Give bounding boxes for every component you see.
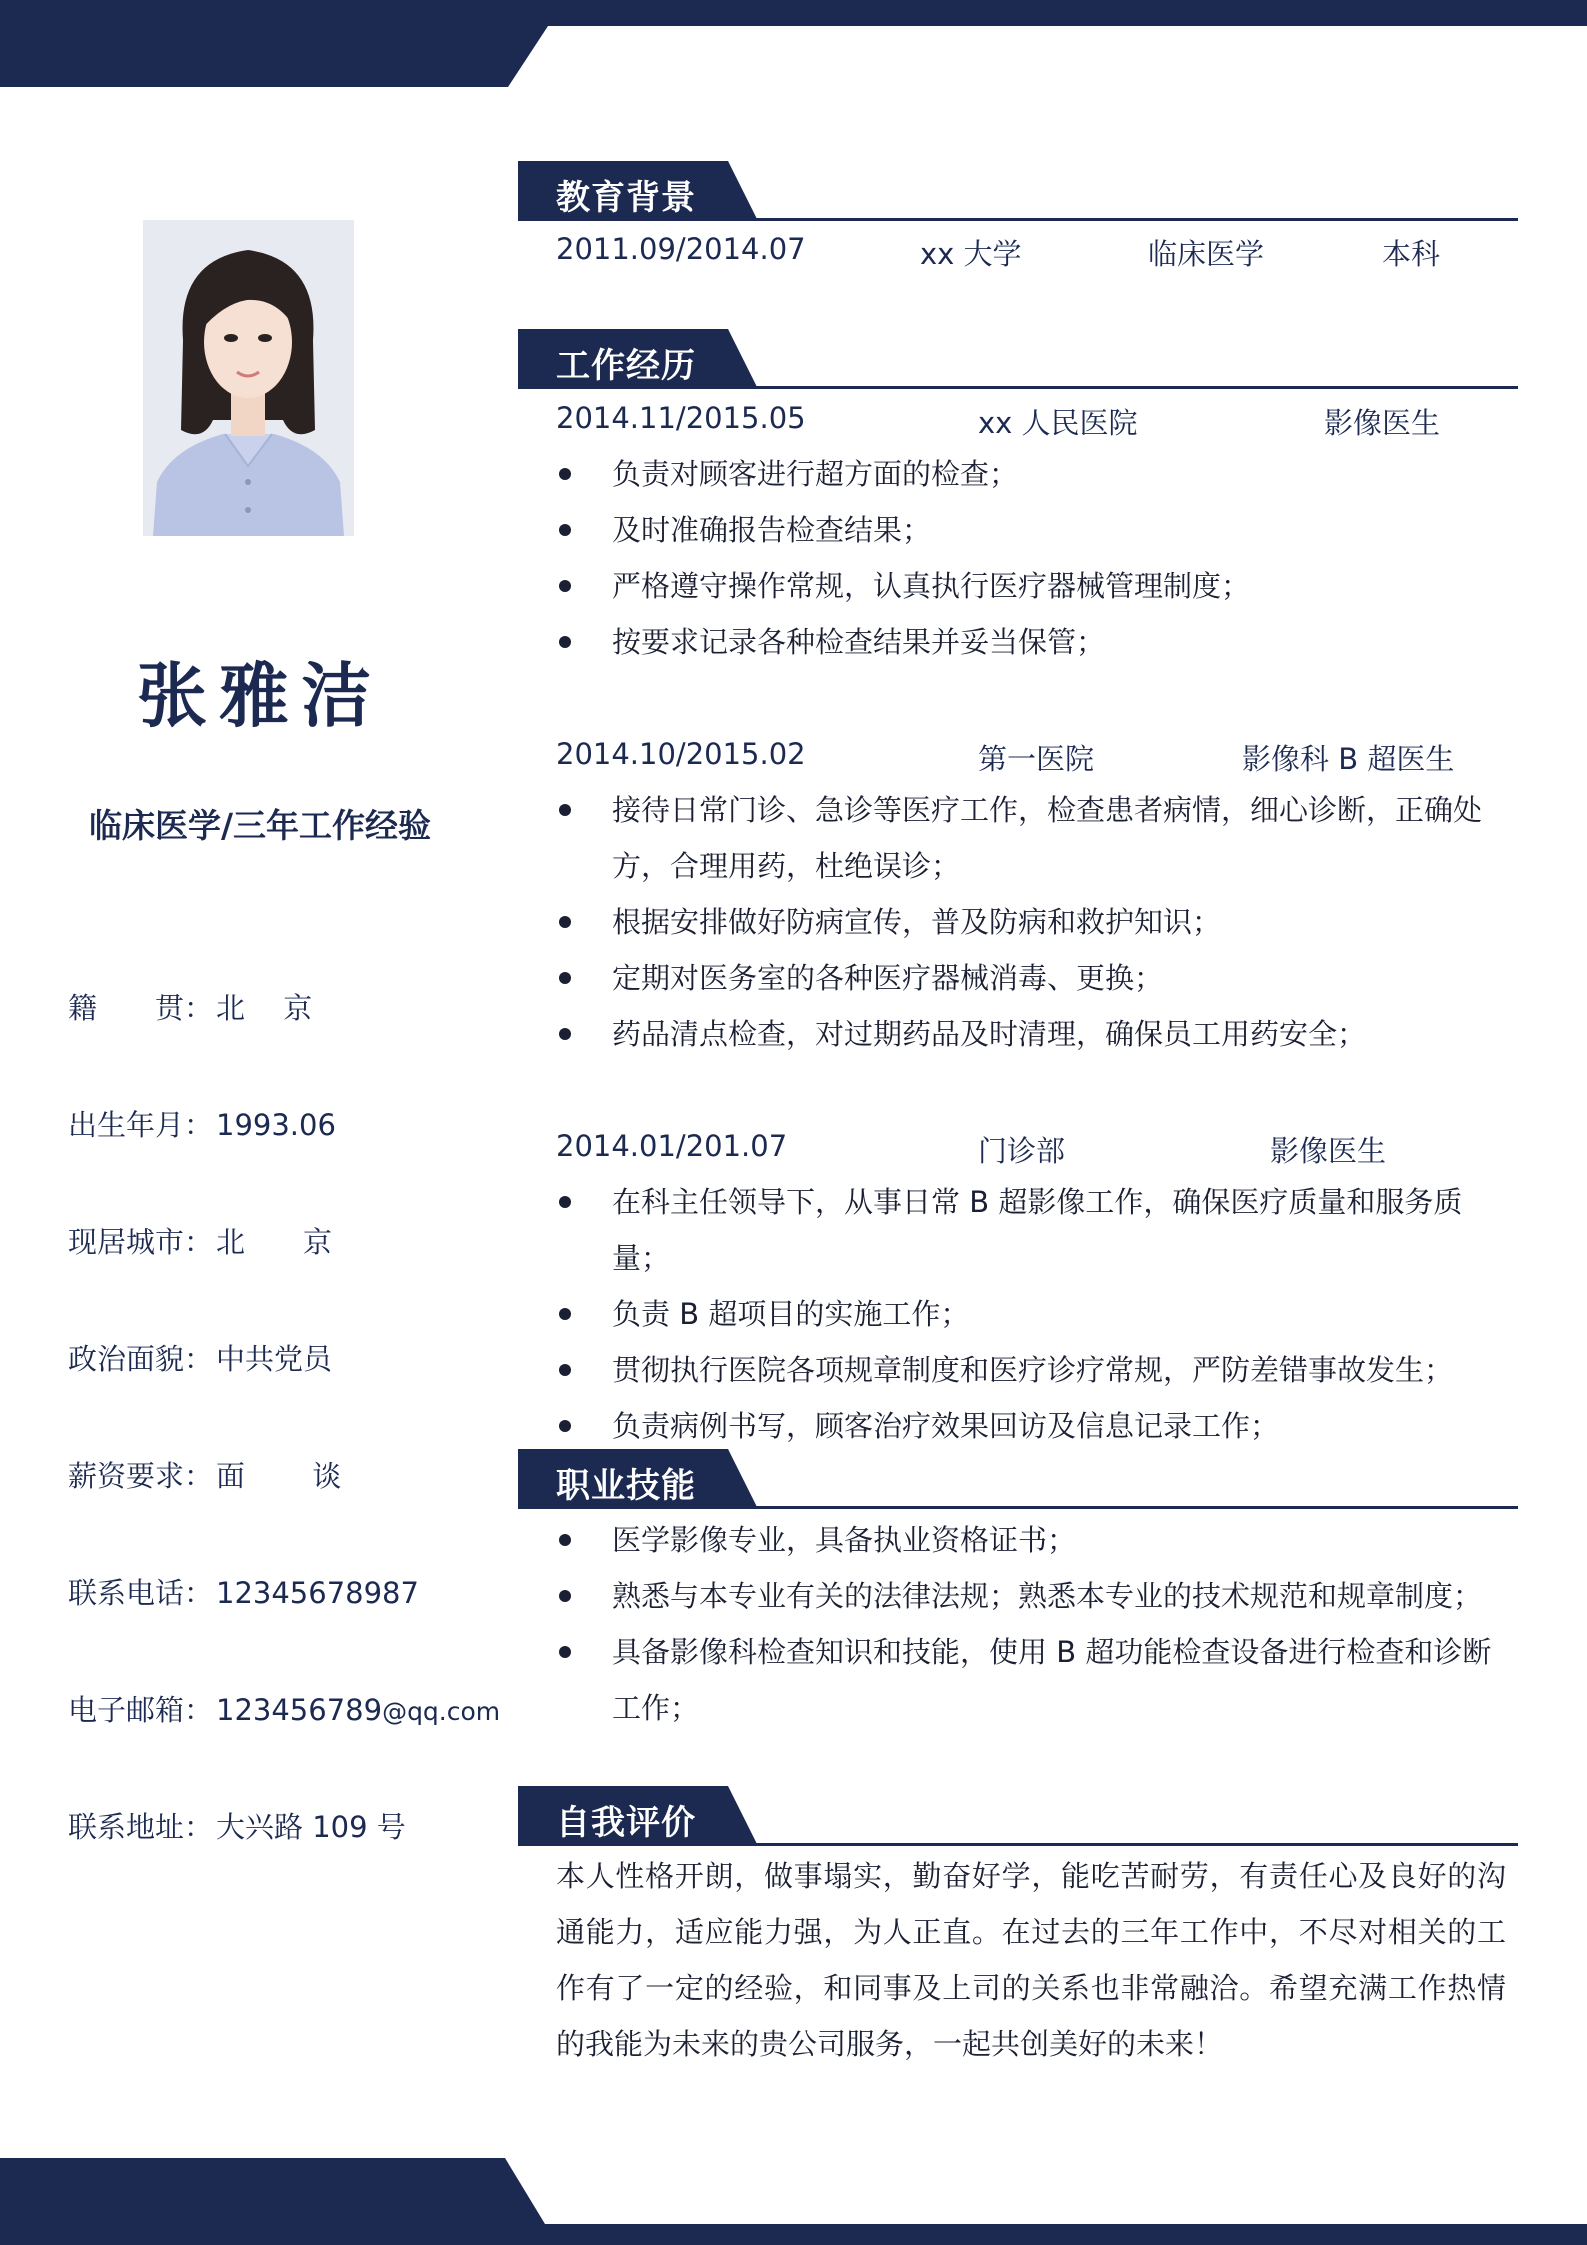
bullet-icon xyxy=(559,1196,571,1208)
job-period: 2014.10/2015.02 xyxy=(556,737,806,771)
section-divider xyxy=(518,218,1518,221)
info-city xyxy=(68,1220,332,1261)
info-label: 电子邮箱： xyxy=(68,1693,214,1727)
education-degree: 本科 xyxy=(1382,237,1441,271)
education-school: xx 大学 xyxy=(920,237,1022,271)
bullet-icon xyxy=(559,1534,571,1546)
info-value: 中共党员 xyxy=(216,1342,333,1376)
skills-list xyxy=(556,1512,1506,1736)
job-org: 第一医院 xyxy=(978,742,1095,776)
list-item xyxy=(556,782,1506,894)
education-period: 2011.09/2014.07 xyxy=(556,232,806,266)
info-label: 联系地址： xyxy=(68,1810,214,1844)
section-title: 自我评价 xyxy=(556,1803,696,1843)
job-period: 2014.11/2015.05 xyxy=(556,401,806,435)
list-item xyxy=(556,1398,1506,1454)
job-role: 影像科 B 超医生 xyxy=(1242,742,1455,776)
list-item xyxy=(556,614,1506,670)
job-role: 影像医生 xyxy=(1324,406,1441,440)
list-item xyxy=(556,446,1506,502)
section-title: 教育背景 xyxy=(556,178,696,218)
bullet-icon xyxy=(559,468,571,480)
list-item xyxy=(556,1624,1506,1736)
bullet-icon xyxy=(559,916,571,928)
info-label: 现居城市： xyxy=(68,1225,214,1259)
duty-text: 负责 B 超项目的实施工作； xyxy=(612,1297,970,1331)
section-title: 职业技能 xyxy=(556,1466,696,1506)
duty-text: 接待日常门诊、急诊等医疗工作，检查患者病情，细心诊断，正确处方，合理用药，杜绝误诊； xyxy=(612,793,1483,883)
bullet-icon xyxy=(559,972,571,984)
section-divider xyxy=(518,1843,1518,1846)
portrait-photo xyxy=(143,220,354,536)
skill-text: 具备影像科检查知识和技能，使用 B 超功能检查设备进行检查和诊断工作； xyxy=(612,1635,1492,1725)
bullet-icon xyxy=(559,1308,571,1320)
info-label: 政治面貌： xyxy=(68,1342,214,1376)
list-item xyxy=(556,1286,1506,1342)
section-header-work xyxy=(518,329,758,389)
section-header-education xyxy=(518,161,758,221)
info-label: 出生年月： xyxy=(68,1108,214,1142)
duty-text: 严格遵守操作常规，认真执行医疗器械管理制度； xyxy=(612,569,1251,603)
candidate-name: 张雅洁 xyxy=(137,655,383,737)
list-item xyxy=(556,1174,1506,1286)
header-band xyxy=(0,0,1587,87)
bullet-icon xyxy=(559,636,571,648)
info-political xyxy=(68,1337,332,1378)
bullet-icon xyxy=(559,1364,571,1376)
list-item xyxy=(556,950,1506,1006)
job-duties xyxy=(556,446,1506,670)
info-value: 北 京 xyxy=(216,1225,333,1259)
info-email-domain: @qq.com xyxy=(382,1697,501,1726)
info-value: 123456789 xyxy=(216,1693,383,1727)
bullet-icon xyxy=(559,804,571,816)
info-email xyxy=(68,1688,500,1729)
info-label: 薪资要求： xyxy=(68,1459,214,1493)
list-item xyxy=(556,1568,1506,1624)
info-phone xyxy=(68,1571,419,1612)
skill-text: 医学影像专业，具备执业资格证书； xyxy=(612,1523,1077,1557)
list-item xyxy=(556,1512,1506,1568)
info-value: 大兴路 109 号 xyxy=(216,1810,406,1844)
bullet-icon xyxy=(559,1646,571,1658)
duty-text: 在科主任领导下，从事日常 B 超影像工作，确保医疗质量和服务质量； xyxy=(612,1185,1463,1275)
job-period: 2014.01/201.07 xyxy=(556,1129,788,1163)
education-major: 临床医学 xyxy=(1148,237,1265,271)
info-label: 籍 贯： xyxy=(68,991,214,1025)
info-salary xyxy=(68,1454,341,1495)
duty-text: 负责对顾客进行超方面的检查； xyxy=(612,457,1019,491)
info-value: 北 京 xyxy=(216,991,313,1025)
section-title: 工作经历 xyxy=(556,346,696,386)
skill-text: 熟悉与本专业有关的法律法规；熟悉本专业的技术规范和规章制度； xyxy=(612,1579,1483,1613)
info-label: 联系电话： xyxy=(68,1576,214,1610)
duty-text: 按要求记录各种检查结果并妥当保管； xyxy=(612,625,1106,659)
info-value: 面 谈 xyxy=(216,1459,342,1493)
job-duties xyxy=(556,782,1506,1062)
footer-band xyxy=(0,2158,1587,2245)
duty-text: 及时准确报告检查结果； xyxy=(612,513,932,547)
bullet-icon xyxy=(559,580,571,592)
duty-text: 负责病例书写，顾客治疗效果回访及信息记录工作； xyxy=(612,1409,1280,1443)
section-divider xyxy=(518,386,1518,389)
info-value: 12345678987 xyxy=(216,1576,419,1610)
bullet-icon xyxy=(559,1028,571,1040)
info-birthdate xyxy=(68,1103,336,1144)
list-item xyxy=(556,558,1506,614)
info-address xyxy=(68,1805,406,1846)
duty-text: 根据安排做好防病宣传，普及防病和救护知识； xyxy=(612,905,1222,939)
duty-text: 药品清点检查，对过期药品及时清理，确保员工用药安全； xyxy=(612,1017,1367,1051)
job-duties xyxy=(556,1174,1506,1454)
bullet-icon xyxy=(559,524,571,536)
list-item xyxy=(556,1006,1506,1062)
bullet-icon xyxy=(559,1590,571,1602)
job-org: 门诊部 xyxy=(978,1134,1066,1168)
list-item xyxy=(556,1342,1506,1398)
info-hometown xyxy=(68,986,312,1027)
section-divider xyxy=(518,1506,1518,1509)
job-role: 影像医生 xyxy=(1270,1134,1387,1168)
list-item xyxy=(556,894,1506,950)
section-header-self-evaluation xyxy=(518,1786,758,1846)
list-item xyxy=(556,502,1506,558)
job-org: xx 人民医院 xyxy=(978,406,1138,440)
self-evaluation-text: 本人性格开朗，做事塌实，勤奋好学，能吃苦耐劳，有责任心及良好的沟通能力，适应能力强，为人正直。在过去的三年工作中，不尽对相关的工作有了一定的经验，和同事及上司的关系也非常融洽。希望充满工作热情的我能为未来的贵公司服务，一起共创美好的未来！ xyxy=(556,1859,1506,2061)
candidate-headline: 临床医学/三年工作经验 xyxy=(88,806,432,845)
duty-text: 贯彻执行医院各项规章制度和医疗诊疗常规，严防差错事故发生； xyxy=(612,1353,1454,1387)
info-value: 1993.06 xyxy=(216,1108,336,1142)
section-header-skills xyxy=(518,1449,758,1509)
duty-text: 定期对医务室的各种医疗器械消毒、更换； xyxy=(612,961,1164,995)
bullet-icon xyxy=(559,1420,571,1432)
